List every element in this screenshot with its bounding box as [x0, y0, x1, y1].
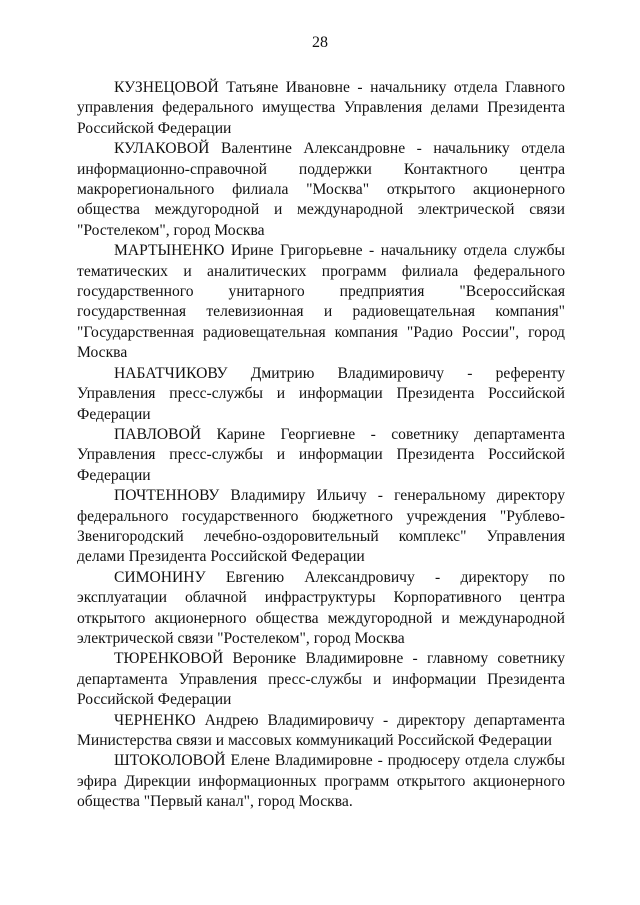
surname: МАРТЫНЕНКО — [114, 242, 225, 260]
entry-text: Ирине Григорьевне - начальнику отдела службы тематических и аналитических программ филиала федерального государственного унитарного предприятия "Всероссийская государственная телевизионная и радиовещательная компания" "Государственная радиовещательная компания "Радио России", город Москва — [77, 242, 565, 362]
list-item — [77, 649, 565, 710]
surname: ПОЧТЕННОВУ — [114, 487, 220, 505]
list-item — [77, 241, 565, 363]
entry-text: Татьяне Ивановне - начальнику отдела Главного управления федерального имущества Управления делами Президента Российской Федерации — [77, 79, 565, 137]
surname: КУЛАКОВОЙ — [114, 140, 210, 158]
list-item — [77, 78, 565, 139]
list-item — [77, 568, 565, 650]
surname: ЧЕРНЕНКО — [114, 711, 196, 729]
surname: КУЗНЕЦОВОЙ — [114, 79, 219, 96]
surname: ТЮРЕНКОВОЙ — [114, 650, 224, 668]
entry-text: Елене Владимировне - продюсеру отдела службы эфира Дирекции информационных программ открытого акционерного общества "Первый канал", город Москва. — [77, 752, 565, 811]
entry-text: Владимиру Ильичу - генеральному директору федерального государственного бюджетного учреждения "Рублево-Звенигородский лечебно-оздоровительный комплекс" Управления делами Президента Российской Федерации — [77, 487, 565, 566]
surname: СИМОНИНУ — [114, 568, 206, 586]
award-list — [77, 78, 565, 813]
entry-text: Андрею Владимировичу - директору департамента Министерства связи и массовых коммуникаций Российской Федерации — [77, 711, 565, 749]
list-item — [77, 364, 565, 425]
entry-text: Веронике Владимировне - главному советнику департамента Управления пресс-службы и информации Президента Российской Федерации — [77, 650, 565, 709]
list-item — [77, 486, 565, 568]
entry-text: Дмитрию Владимировичу - референту Управления пресс-службы и информации Президента Российской Федерации — [77, 364, 565, 423]
list-item — [77, 751, 565, 812]
entry-text: Карине Георгиевне - советнику департамента Управления пресс-службы и информации Президента Российской Федерации — [77, 425, 565, 484]
list-item — [77, 425, 565, 486]
entry-text: Евгению Александровичу - директору по эксплуатации облачной инфраструктуры Корпоративного центра открытого акционерного общества междугородной и международной электрической связи "Ростелеком", город Москва — [77, 568, 565, 647]
surname: НАБАТЧИКОВУ — [114, 364, 228, 382]
entry-text: Валентине Александровне - начальнику отдела информационно-справочной поддержки Контактного центра макрорегионального филиала "Москва" открытого акционерного общества междугородной и международной электрической связи "Ростелеком", город Москва — [77, 140, 565, 239]
list-item — [77, 139, 565, 241]
page-number: 28 — [312, 34, 328, 51]
surname: ПАВЛОВОЙ — [114, 425, 202, 443]
surname: ШТОКОЛОВОЙ — [114, 752, 226, 770]
list-item — [77, 711, 565, 752]
